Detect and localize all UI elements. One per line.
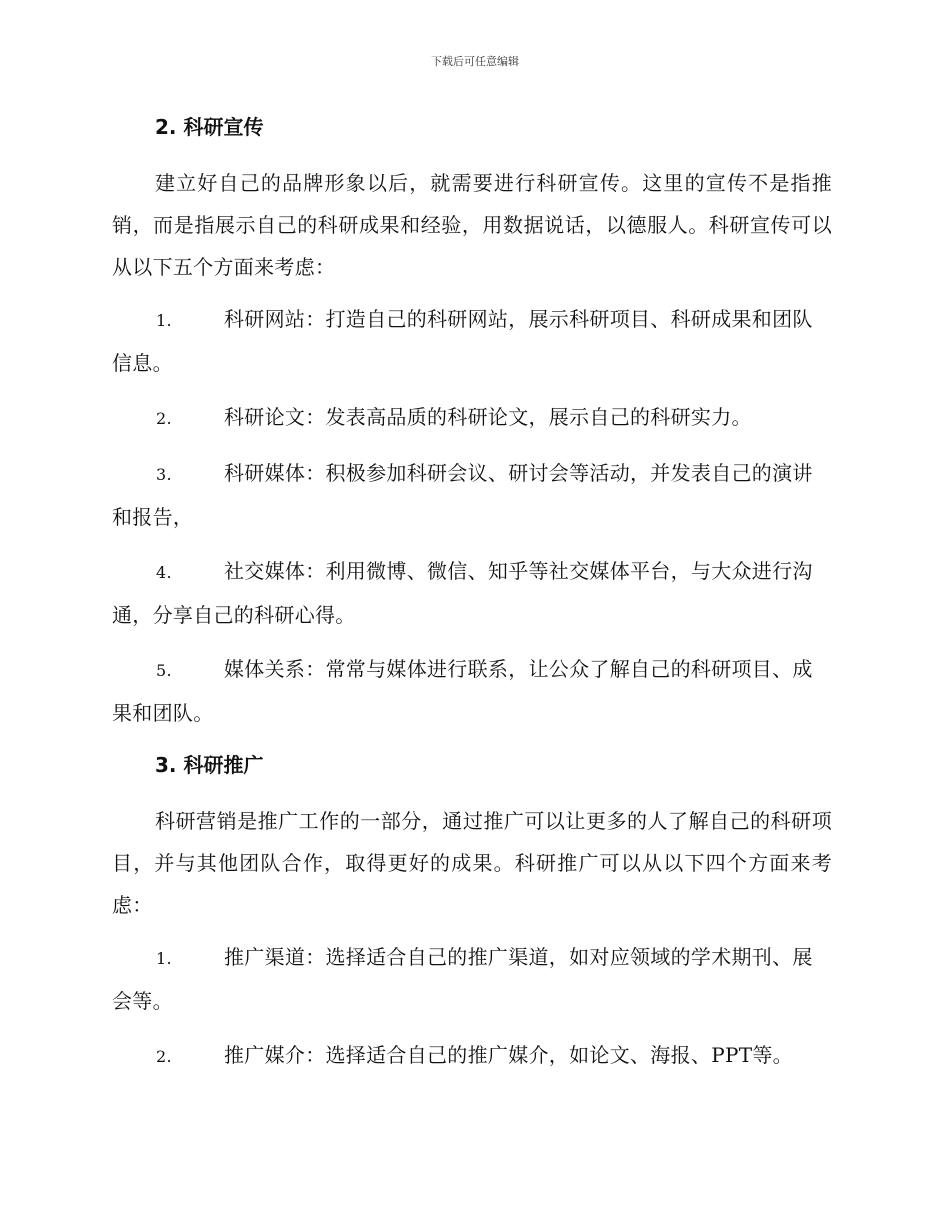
list-item-number: 2. (156, 1047, 172, 1066)
list-item (112, 396, 832, 440)
list-item-number: 5. (156, 661, 172, 680)
list-item-text: 推广媒介：选择适合自己的推广媒介，如论文、海报、PPT等。 (224, 1043, 793, 1067)
section-intro-publicity: 建立好自己的品牌形象以后，就需要进行科研宣传。这里的宣传不是指推销，而是指展示自己的科研成果和经验，用数据说话，以德服人。科研宣传可以从以下五个方面来考虑： (112, 171, 832, 279)
header-note: 下载后可任意编辑 (431, 55, 519, 68)
list-item-number: 1. (156, 949, 172, 968)
list-item (112, 550, 832, 636)
list-item-text: 科研媒体：积极参加科研会议、研讨会等活动，并发表自己的演讲和报告， (112, 461, 813, 529)
list-item (112, 1034, 832, 1078)
list-item-number: 1. (156, 311, 172, 330)
list-item-number: 2. (156, 409, 172, 428)
list-item (112, 648, 832, 734)
list-item-number: 3. (156, 465, 172, 484)
list-item-text: 科研网站：打造自己的科研网站，展示科研项目、科研成果和团队信息。 (112, 307, 813, 375)
section-heading-promotion: 3. 科研推广 (155, 753, 264, 777)
document-body (112, 108, 832, 1090)
section-heading-publicity: 2. 科研宣传 (155, 115, 264, 139)
list-item-text: 科研论文：发表高品质的科研论文，展示自己的科研实力。 (224, 405, 752, 429)
list-item (112, 936, 832, 1022)
list-item-text: 媒体关系：常常与媒体进行联系，让公众了解自己的科研项目、成果和团队。 (112, 657, 813, 725)
list-item-text: 推广渠道：选择适合自己的推广渠道，如对应领域的学术期刊、展会等。 (112, 945, 813, 1013)
list-item (112, 452, 832, 538)
list-item-text: 社交媒体：利用微博、微信、知乎等社交媒体平台，与大众进行沟通，分享自己的科研心得。 (112, 559, 813, 627)
list-item-number: 4. (156, 563, 172, 582)
section-intro-promotion: 科研营销是推广工作的一部分，通过推广可以让更多的人了解自己的科研项目，并与其他团队合作，取得更好的成果。科研推广可以从以下四个方面来考虑： (112, 809, 832, 917)
list-item (112, 298, 832, 384)
